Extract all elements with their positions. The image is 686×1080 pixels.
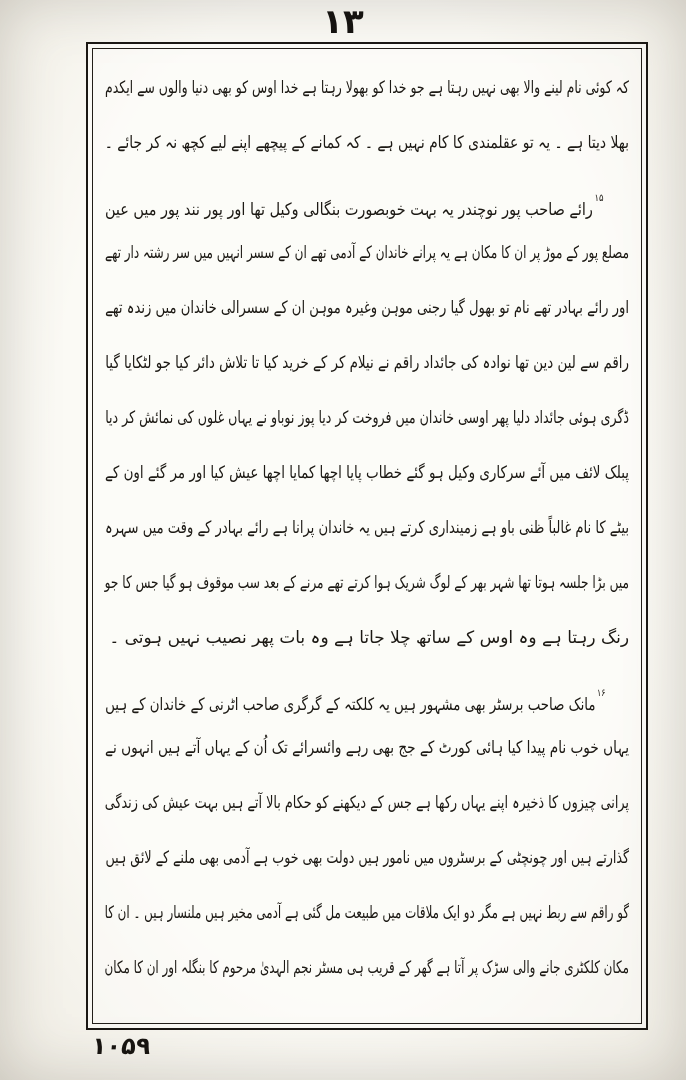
page-number: ۱۳	[322, 2, 364, 42]
paragraph	[103, 666, 629, 996]
text-line: میں بڑا جلسہ ہوتا تھا شہر بھر کے لوگ شریک ہوا کرتے تھے مرنے کے بعد سب موقوف ہو گیا جس کا جو	[104, 573, 629, 593]
text-line: پبلک لائف میں آئے سرکاری وکیل ہو گئے خطاب پایا اچھا کمایا اچھا عیش کیا اور مر گئے اون کے	[105, 463, 629, 483]
paragraph	[103, 171, 629, 666]
page-text	[103, 61, 629, 1015]
footnote-marker: ۱۶	[597, 688, 606, 699]
text-line: یہاں خوب نام پیدا کیا ہائی کورٹ کے جج بھی رہے وائسرائے تک اُن کے یہاں آتے ہیں انہوں نے	[104, 738, 629, 758]
text-line: راقم سے لین دین تھا نوادہ کی جائداد راقم نے نیلام کر کے خرید کیا تا تلاش دائر کیا جو لٹکایا گیا	[105, 353, 629, 373]
text-line: گذارتے ہیں اور چونچٹی کے برسٹروں میں نامور ہیں دولت بھی خوب ہے آدمی بھی ملنے کے لائق ہیں	[105, 848, 629, 868]
footer-number: ۱۰۵۹	[90, 1032, 153, 1060]
footnote-marker: ۱۵	[594, 193, 604, 204]
text-line: پرانی چیزوں کا ذخیرہ اپنے یہاں رکھا ہے جس کے دیکھنے کو حکام بالا آتے ہیں بہت عیش کی زندگی	[104, 793, 629, 813]
text-line: اور رائے بہادر تھے نام تو بھول گیا رجنی موہن وغیرہ موہن ان کے سسرالی خاندان میں زندہ تھے	[105, 298, 629, 318]
page-border-inner	[92, 48, 642, 1024]
paragraph	[103, 61, 629, 171]
text-line: مکان کلکٹری جانے والی سڑک پر آتا ہے گھر کے قریب ہی مسٹر نجم الہدیٰ مرحوم کا بنگلہ اور ان کا مکان	[104, 958, 629, 978]
page-border	[86, 42, 648, 1030]
text-line: گو راقم سے ربط نہیں ہے مگر دو ایک ملاقات میں طبیعت مل گئی ہے آدمی مخیر ہیں ملنسار ہیں ۔ ان کا	[104, 903, 629, 923]
text-line: بیٹے کا نام غالباً ظنی باو ہے زمینداری کرتے ہیں یہ خاندان پرانا ہے رائے بہادر کے وقت میں سہرہ	[104, 518, 629, 538]
text-line: مصلع پور کے موڑ پر ان کا مکان ہے یہ پرانے خاندان کے آدمی تھے ان کے سسر انہیں میں سر رشتہ دار تھے	[105, 243, 629, 263]
text-line: کہ کوئی نام لینے والا بھی نہیں رہتا ہے جو خدا کو بھولا رہتا ہے خدا اوس کو بھی دنیا والوں سے ایکدم	[105, 78, 629, 98]
text-line: ۱۵رائے صاحب پور نوچندر یہ بہت خوبصورت بنگالی وکیل تھا اور پور نند پور میں عین	[183, 171, 629, 226]
text-line: ڈگری ہوئی جائداد دلیا پھر اوسی خاندان میں فروخت کر دیا پوز نوباو نے یہاں غلوں کی نمائش کر دیا	[105, 408, 629, 428]
text-line: ۱۶مانک صاحب برسٹر بھی مشہور ہیں یہ کلکتہ کے گرگری صاحب اٹرنی کے خاندان کے ہیں	[217, 666, 629, 721]
text-line: بھلا دیتا ہے ۔ یہ تو عقلمندی کا کام نہیں ہے ۔ کہ کمانے کے پیچھے اپنے لیے کچھ نہ کر جائے ۔	[104, 133, 629, 153]
text-line: رنگ رہتا ہے وہ اوس کے ساتھ چلا جاتا ہے وہ بات پھر نصیب نہیں ہوتی ۔	[109, 628, 629, 648]
